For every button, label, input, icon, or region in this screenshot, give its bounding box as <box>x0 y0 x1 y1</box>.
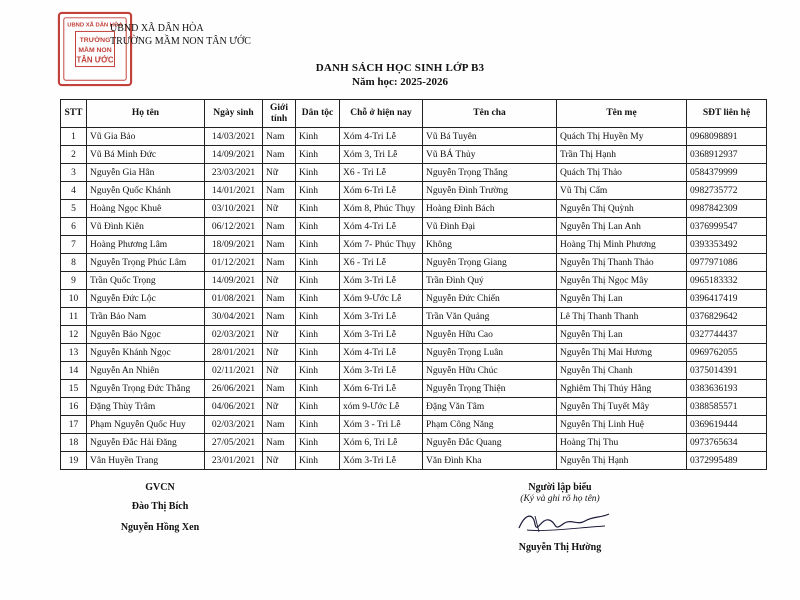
column-header: Tên mẹ <box>557 100 687 128</box>
table-cell: 18/09/2021 <box>205 236 263 254</box>
table-cell: Nguyễn Thị Tuyết Mây <box>557 398 687 416</box>
table-cell: 0375014391 <box>687 362 767 380</box>
table-cell: Xóm 3-Tri Lễ <box>340 272 423 290</box>
table-cell: Đặng Văn Tâm <box>423 398 557 416</box>
table-cell: 27/05/2021 <box>205 434 263 452</box>
title-block <box>0 62 800 88</box>
table-cell: Trần Bảo Nam <box>87 308 205 326</box>
table-cell: Vũ Gia Bảo <box>87 128 205 146</box>
table-cell: Vũ Đình Kiên <box>87 218 205 236</box>
table-cell: 0584379999 <box>687 164 767 182</box>
table-cell: 23/03/2021 <box>205 164 263 182</box>
table-cell: Nữ <box>263 164 296 182</box>
table-cell: Nguyễn Đình Trường <box>423 182 557 200</box>
table-cell: Nguyễn Thị Linh Huệ <box>557 416 687 434</box>
table-cell: Vũ Thị Cẩm <box>557 182 687 200</box>
table-cell: Vũ Đình Đại <box>423 218 557 236</box>
table-cell: Nguyễn Đức Chiến <box>423 290 557 308</box>
table-cell: Nguyễn Đắc Hải Đăng <box>87 434 205 452</box>
table-cell: Kinh <box>296 398 340 416</box>
table-cell: Nam <box>263 380 296 398</box>
table-cell: Nghiêm Thị Thúy Hằng <box>557 380 687 398</box>
table-cell: 28/01/2021 <box>205 344 263 362</box>
table-cell: 0369619444 <box>687 416 767 434</box>
table-cell: Nguyễn An Nhiên <box>87 362 205 380</box>
table-cell: 02/03/2021 <box>205 416 263 434</box>
table-cell: 13 <box>61 344 87 362</box>
table-cell: 04/06/2021 <box>205 398 263 416</box>
table-cell: Nam <box>263 146 296 164</box>
table-cell: Lê Thị Thanh Thanh <box>557 308 687 326</box>
table-cell: Kinh <box>296 452 340 470</box>
table-cell: 3 <box>61 164 87 182</box>
table-cell: Nữ <box>263 200 296 218</box>
table-cell: Nguyễn Đức Lộc <box>87 290 205 308</box>
table-cell: Nguyễn Thị Mai Hương <box>557 344 687 362</box>
student-table-wrapper <box>60 99 766 470</box>
table-row <box>61 326 767 344</box>
table-cell: 0376999547 <box>687 218 767 236</box>
table-cell: 02/03/2021 <box>205 326 263 344</box>
stamp-center-line3: TÂN ƯỚC <box>76 55 114 65</box>
column-header: Tên cha <box>423 100 557 128</box>
table-cell: 19 <box>61 452 87 470</box>
table-cell: Kinh <box>296 128 340 146</box>
org-line-2: TRƯỜNG MẦM NON TÂN ƯỚC <box>110 36 251 47</box>
column-header: STT <box>61 100 87 128</box>
column-header: Giới tính <box>263 100 296 128</box>
table-cell: Nguyễn Thị Quỳnh <box>557 200 687 218</box>
table-cell: 18 <box>61 434 87 452</box>
teacher-name-1: Đào Thị Bích <box>131 501 189 512</box>
table-cell: Nguyễn Quốc Khánh <box>87 182 205 200</box>
table-cell: Xóm 3-Tri Lễ <box>340 308 423 326</box>
table-cell: Xóm 3 - Tri Lễ <box>340 416 423 434</box>
table-row <box>61 272 767 290</box>
table-cell: Nguyễn Thị Lan <box>557 290 687 308</box>
table-cell: Quách Thị Huyền My <box>557 128 687 146</box>
table-cell: 6 <box>61 218 87 236</box>
table-cell: Kinh <box>296 218 340 236</box>
table-cell: Nguyễn Thị Thanh Thảo <box>557 254 687 272</box>
table-cell: Xóm 4-Tri Lễ <box>340 218 423 236</box>
table-cell: Kinh <box>296 326 340 344</box>
table-row <box>61 164 767 182</box>
table-cell: 30/04/2021 <box>205 308 263 326</box>
table-cell: 23/01/2021 <box>205 452 263 470</box>
table-cell: Nam <box>263 128 296 146</box>
column-header: SĐT liên hệ <box>687 100 767 128</box>
table-cell: Nguyễn Hữu Cao <box>423 326 557 344</box>
table-cell: Nữ <box>263 344 296 362</box>
table-cell: 7 <box>61 236 87 254</box>
table-cell: Nam <box>263 218 296 236</box>
table-row <box>61 416 767 434</box>
table-row <box>61 218 767 236</box>
document-title: DANH SÁCH HỌC SINH LỚP B3 <box>315 62 485 74</box>
table-cell: Hoàng Thị Thu <box>557 434 687 452</box>
table-cell: Nguyễn Trọng Phúc Lâm <box>87 254 205 272</box>
homeroom-label: GVCN <box>145 482 175 493</box>
column-header: Ngày sinh <box>205 100 263 128</box>
table-cell: 2 <box>61 146 87 164</box>
student-table <box>60 99 767 470</box>
table-row <box>61 128 767 146</box>
table-cell: Nguyễn Đắc Quang <box>423 434 557 452</box>
table-row <box>61 434 767 452</box>
preparer-role: Người lập biểu <box>528 482 592 493</box>
table-cell: Nam <box>263 308 296 326</box>
table-row <box>61 452 767 470</box>
table-cell: Nam <box>263 416 296 434</box>
table-cell: 0393353492 <box>687 236 767 254</box>
table-cell: 14/09/2021 <box>205 146 263 164</box>
table-cell: Kinh <box>296 146 340 164</box>
table-cell: 0372995489 <box>687 452 767 470</box>
table-row <box>61 254 767 272</box>
table-cell: 0327744437 <box>687 326 767 344</box>
table-row <box>61 344 767 362</box>
stamp-center-line2: MẦM NON <box>78 46 112 54</box>
table-cell: X6 - Tri Lễ <box>340 164 423 182</box>
table-cell: 0982735772 <box>687 182 767 200</box>
table-cell: 0388585571 <box>687 398 767 416</box>
table-cell: Nguyễn Khánh Ngọc <box>87 344 205 362</box>
table-body <box>61 128 767 470</box>
table-cell: 0383636193 <box>687 380 767 398</box>
table-cell: 0973765634 <box>687 434 767 452</box>
teacher-name-2: Nguyễn Hồng Xen <box>120 522 200 533</box>
column-header: Họ tên <box>87 100 205 128</box>
table-cell: Hoàng Thị Minh Phương <box>557 236 687 254</box>
table-cell: 1 <box>61 128 87 146</box>
table-cell: 14/01/2021 <box>205 182 263 200</box>
table-cell: Văn Đình Kha <box>423 452 557 470</box>
table-cell: Xóm 8, Phúc Thụy <box>340 200 423 218</box>
table-cell: Xóm 3-Tri Lễ <box>340 326 423 344</box>
table-cell: Nam <box>263 182 296 200</box>
table-cell: Trần Quốc Trọng <box>87 272 205 290</box>
table-row <box>61 146 767 164</box>
table-cell: 0968098891 <box>687 128 767 146</box>
table-row <box>61 398 767 416</box>
homeroom-teachers <box>100 482 220 533</box>
table-cell: 01/12/2021 <box>205 254 263 272</box>
table-cell: Nguyễn Trọng Giang <box>423 254 557 272</box>
table-cell: Xóm 6, Tri Lễ <box>340 434 423 452</box>
table-cell: Xóm 7- Phúc Thụy <box>340 236 423 254</box>
table-cell: Trần Thị Hạnh <box>557 146 687 164</box>
table-cell: Vũ Bá Minh Đức <box>87 146 205 164</box>
table-cell: 17 <box>61 416 87 434</box>
preparer-note: (Ký và ghi rõ họ tên) <box>520 494 600 504</box>
table-cell: Kinh <box>296 182 340 200</box>
table-cell: Hoàng Ngọc Khuê <box>87 200 205 218</box>
org-line-1: UBND XÃ DÂN HÒA <box>110 23 204 34</box>
table-row <box>61 380 767 398</box>
table-cell: 16 <box>61 398 87 416</box>
table-cell: Xóm 3-Tri Lễ <box>340 362 423 380</box>
table-cell: 26/06/2021 <box>205 380 263 398</box>
table-cell: Xóm 6-Tri Lễ <box>340 380 423 398</box>
table-cell: Kinh <box>296 290 340 308</box>
table-cell: 12 <box>61 326 87 344</box>
table-row <box>61 290 767 308</box>
stamp-top-text: UBND XÃ DÂN HÒA <box>67 22 123 29</box>
table-cell: 5 <box>61 200 87 218</box>
table-cell: 15 <box>61 380 87 398</box>
table-cell: Kinh <box>296 380 340 398</box>
table-cell: Kinh <box>296 164 340 182</box>
table-cell: Nam <box>263 236 296 254</box>
stamp-center-line1: TRƯỜNG <box>79 37 111 45</box>
table-cell: 14 <box>61 362 87 380</box>
table-cell: 14/03/2021 <box>205 128 263 146</box>
table-cell: 0965183332 <box>687 272 767 290</box>
table-cell: 0987842309 <box>687 200 767 218</box>
table-cell: Xóm 4-Tri Lễ <box>340 128 423 146</box>
table-cell: Kinh <box>296 362 340 380</box>
table-cell: Nguyễn Trọng Đức Thắng <box>87 380 205 398</box>
table-cell: Xóm 4-Tri Lễ <box>340 344 423 362</box>
table-cell: Nguyễn Thị Ngọc Mây <box>557 272 687 290</box>
table-cell: Nguyễn Thị Lan Anh <box>557 218 687 236</box>
table-cell: xóm 9-Ước Lễ <box>340 398 423 416</box>
table-cell: Trần Văn Quảng <box>423 308 557 326</box>
table-cell: Kinh <box>296 434 340 452</box>
column-header: Chỗ ở hiện nay <box>340 100 423 128</box>
table-cell: Xóm 6-Tri Lễ <box>340 182 423 200</box>
table-cell: Nguyễn Bảo Ngọc <box>87 326 205 344</box>
table-cell: Kinh <box>296 200 340 218</box>
table-cell: Đặng Thùy Trâm <box>87 398 205 416</box>
table-cell: 0977971086 <box>687 254 767 272</box>
table-cell: Nam <box>263 434 296 452</box>
table-row <box>61 362 767 380</box>
table-cell: 8 <box>61 254 87 272</box>
table-cell: Nam <box>263 290 296 308</box>
table-cell: Vân Huyền Trang <box>87 452 205 470</box>
table-cell: Xóm 9-Ước Lễ <box>340 290 423 308</box>
table-cell: Xóm 3-Tri Lễ <box>340 452 423 470</box>
table-cell: 0969762055 <box>687 344 767 362</box>
table-cell: Hoàng Đình Bách <box>423 200 557 218</box>
table-cell: 06/12/2021 <box>205 218 263 236</box>
table-cell: Nam <box>263 254 296 272</box>
table-cell: Nguyễn Gia Hân <box>87 164 205 182</box>
table-cell: 0368912937 <box>687 146 767 164</box>
table-cell: Nữ <box>263 452 296 470</box>
table-cell: 03/10/2021 <box>205 200 263 218</box>
column-header: Dân tộc <box>296 100 340 128</box>
table-row <box>61 200 767 218</box>
table-cell: Vũ BÁ Thủy <box>423 146 557 164</box>
table-cell: 0376829642 <box>687 308 767 326</box>
table-cell: Nguyễn Thị Lan <box>557 326 687 344</box>
table-cell: Phạm Nguyễn Quốc Huy <box>87 416 205 434</box>
table-cell: Không <box>423 236 557 254</box>
handwritten-signature <box>505 506 615 540</box>
table-cell: Vũ Bá Tuyên <box>423 128 557 146</box>
table-cell: Hoàng Phương Lâm <box>87 236 205 254</box>
table-cell: X6 - Tri Lễ <box>340 254 423 272</box>
table-header-row <box>61 100 767 128</box>
table-cell: Kinh <box>296 416 340 434</box>
table-cell: 0396417419 <box>687 290 767 308</box>
table-cell: 10 <box>61 290 87 308</box>
table-cell: Xóm 3, Tri Lễ <box>340 146 423 164</box>
table-cell: 4 <box>61 182 87 200</box>
table-cell: Nguyễn Thị Hạnh <box>557 452 687 470</box>
table-cell: Quách Thị Thảo <box>557 164 687 182</box>
table-cell: 11 <box>61 308 87 326</box>
organization-header <box>110 22 251 48</box>
school-year: Năm học: 2025-2026 <box>352 76 448 88</box>
table-cell: Kinh <box>296 236 340 254</box>
table-cell: 02/11/2021 <box>205 362 263 380</box>
table-cell: Nguyễn Hữu Chúc <box>423 362 557 380</box>
table-row <box>61 236 767 254</box>
table-cell: Trần Đình Quý <box>423 272 557 290</box>
table-cell: 9 <box>61 272 87 290</box>
table-row <box>61 182 767 200</box>
preparer-name: Nguyễn Thị Hường <box>518 542 602 553</box>
table-cell: Nguyễn Thị Chanh <box>557 362 687 380</box>
table-cell: Nguyễn Trọng Luân <box>423 344 557 362</box>
table-cell: Nữ <box>263 362 296 380</box>
table-row <box>61 308 767 326</box>
preparer-block <box>500 482 620 553</box>
table-cell: Nữ <box>263 272 296 290</box>
table-cell: Nữ <box>263 326 296 344</box>
table-cell: Kinh <box>296 254 340 272</box>
table-cell: Nữ <box>263 398 296 416</box>
table-cell: Nguyễn Trọng Thiện <box>423 380 557 398</box>
table-cell: 01/08/2021 <box>205 290 263 308</box>
table-cell: Kinh <box>296 272 340 290</box>
table-cell: Nguyễn Trọng Thắng <box>423 164 557 182</box>
table-cell: Kinh <box>296 344 340 362</box>
table-cell: 14/09/2021 <box>205 272 263 290</box>
table-cell: Kinh <box>296 308 340 326</box>
table-cell: Phạm Công Năng <box>423 416 557 434</box>
